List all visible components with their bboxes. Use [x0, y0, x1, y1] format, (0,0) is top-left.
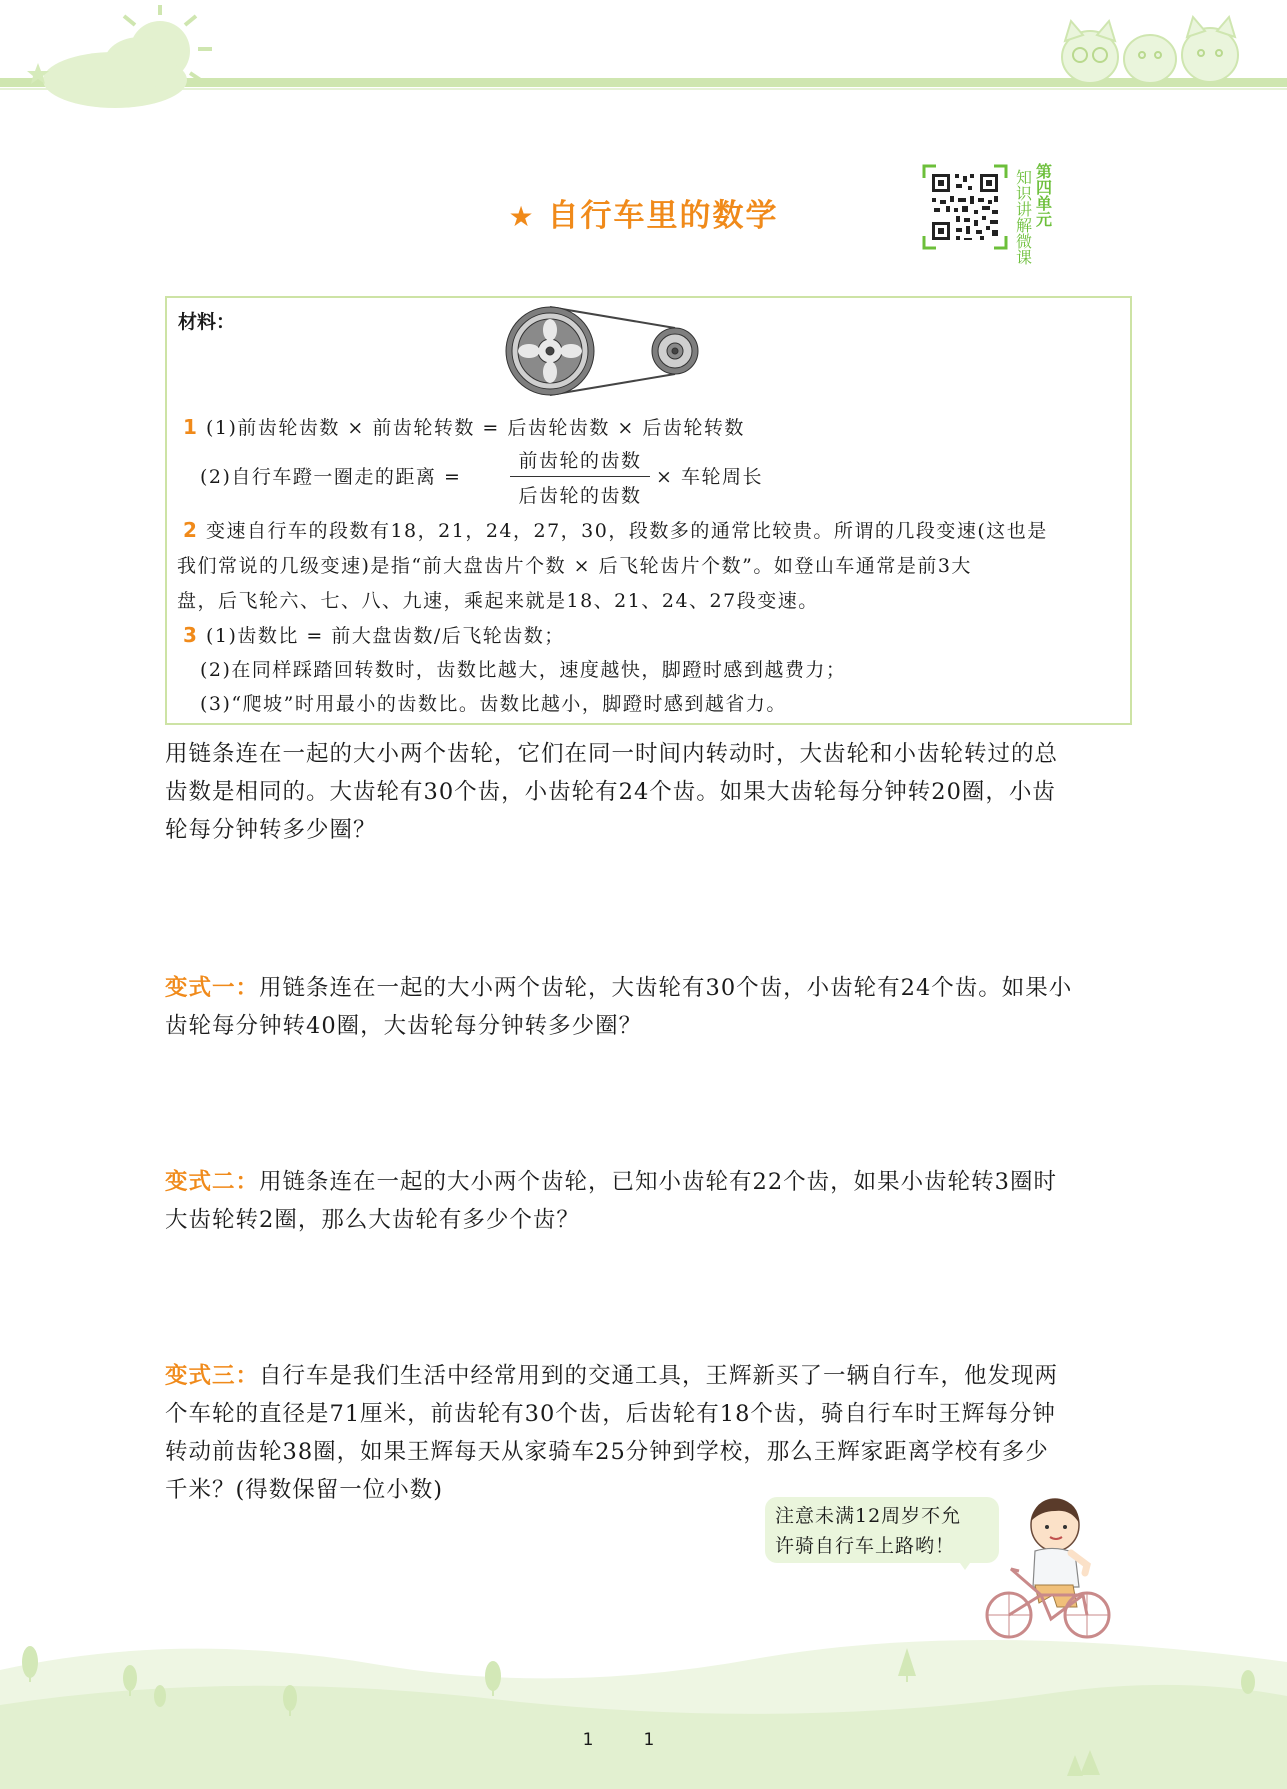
variant-line: 用链条连在一起的大小两个齿轮，大齿轮有30个齿，小齿轮有24个齿。如果小	[259, 975, 1073, 1001]
material-item1-line2-prefix: (2)自行车蹬一圈走的距离 =	[200, 466, 462, 488]
qr-caption-col2: 第四单元	[1036, 162, 1053, 229]
qr-code-icon[interactable]	[922, 164, 1008, 250]
material-text: (1)齿数比 = 前大盘齿数/后飞轮齿数；	[205, 625, 565, 647]
speech-bubble-tail	[955, 1556, 975, 1570]
variant-line: 大齿轮转2圈，那么大齿轮有多少个齿？	[165, 1207, 580, 1233]
page-number: 11	[582, 1730, 705, 1750]
variant1	[165, 969, 1141, 1045]
problem-line: 轮每分钟转多少圈？	[165, 817, 377, 843]
landscape-decoration	[0, 1610, 1287, 1789]
qr-caption-col1: 知识讲解微课	[1016, 168, 1033, 267]
material-item3-line2: (2)在同样踩踏回转数时，齿数比越大，速度越快，脚蹬时感到越费力；	[200, 659, 847, 681]
material-item1-line2-suffix: × 车轮周长	[656, 466, 763, 488]
variant1-label: 变式一：	[165, 975, 260, 1001]
item-number: 1	[183, 415, 199, 439]
material-item3-line3: (3)“爬坡”时用最小的齿数比。齿数比越小，脚蹬时感到越省力。	[200, 693, 787, 715]
qr-code-block	[922, 162, 1062, 267]
page-title: 自行车里的数学	[547, 198, 779, 234]
variant2	[165, 1163, 1141, 1239]
material-label: 材料：	[178, 311, 236, 333]
variant2-label: 变式二：	[165, 1169, 260, 1195]
speech-bubble	[765, 1497, 999, 1563]
variant3-label: 变式三：	[165, 1363, 260, 1389]
formula-text: (1)前齿轮齿数 × 前齿轮转数 = 后齿轮齿数 × 后齿轮转数	[205, 417, 745, 439]
sun-cloud-decoration	[20, 5, 230, 115]
material-item2-line1	[183, 516, 1048, 543]
variant-line: 个车轮的直径是71厘米，前齿轮有30个齿，后齿轮有18个齿，骑自行车时王辉每分钟	[165, 1401, 1056, 1427]
bubble-line: 许骑自行车上路哟！	[775, 1535, 956, 1557]
problem-text	[165, 735, 1141, 849]
variant-line: 齿轮每分钟转40圈，大齿轮每分钟转多少圈？	[165, 1013, 643, 1039]
fraction-denominator: 后齿轮的齿数	[518, 485, 642, 507]
qr-caption	[1016, 162, 1060, 267]
material-item2-line3: 盘，后飞轮六、七、八、九速，乘起来就是18、21、24、27段变速。	[177, 590, 819, 612]
material-item3-line1	[183, 621, 565, 648]
fraction-numerator: 前齿轮的齿数	[510, 446, 650, 477]
problem-line: 齿数是相同的。大齿轮有30个齿，小齿轮有24个齿。如果大齿轮每分钟转20圈，小齿	[165, 779, 1056, 805]
animal-faces-decoration	[1055, 15, 1250, 85]
variant3	[165, 1357, 1141, 1509]
material-item2-line2: 我们常说的几级变速)是指“前大盘齿片个数 × 后飞轮齿片个数”。如登山车通常是前3大	[177, 555, 972, 577]
bicycle-gear-chain-illustration	[505, 300, 705, 400]
variant-line: 自行车是我们生活中经常用到的交通工具，王辉新买了一辆自行车，他发现两	[259, 1363, 1059, 1389]
variant-line: 用链条连在一起的大小两个齿轮，已知小齿轮有22个齿，如果小齿轮转3圈时	[259, 1169, 1057, 1195]
problem-line: 用链条连在一起的大小两个齿轮，它们在同一时间内转动时，大齿轮和小齿轮转过的总	[165, 741, 1059, 767]
bubble-line: 注意未满12周岁不允	[775, 1505, 962, 1527]
item-number: 2	[183, 518, 199, 542]
item-number: 3	[183, 623, 199, 647]
title-container	[0, 190, 1287, 235]
fraction	[510, 446, 650, 508]
material-item1-line1	[183, 413, 745, 440]
variant-line: 转动前齿轮38圈，如果王辉每天从家骑车25分钟到学校，那么王辉家距离学校有多少	[165, 1439, 1049, 1465]
star-icon: ★	[508, 200, 534, 233]
variant-line: 千米？(得数保留一位小数)	[165, 1477, 444, 1503]
material-text: 变速自行车的段数有18，21，24，27，30，段数多的通常比较贵。所谓的几段变速(这也是	[205, 520, 1048, 542]
